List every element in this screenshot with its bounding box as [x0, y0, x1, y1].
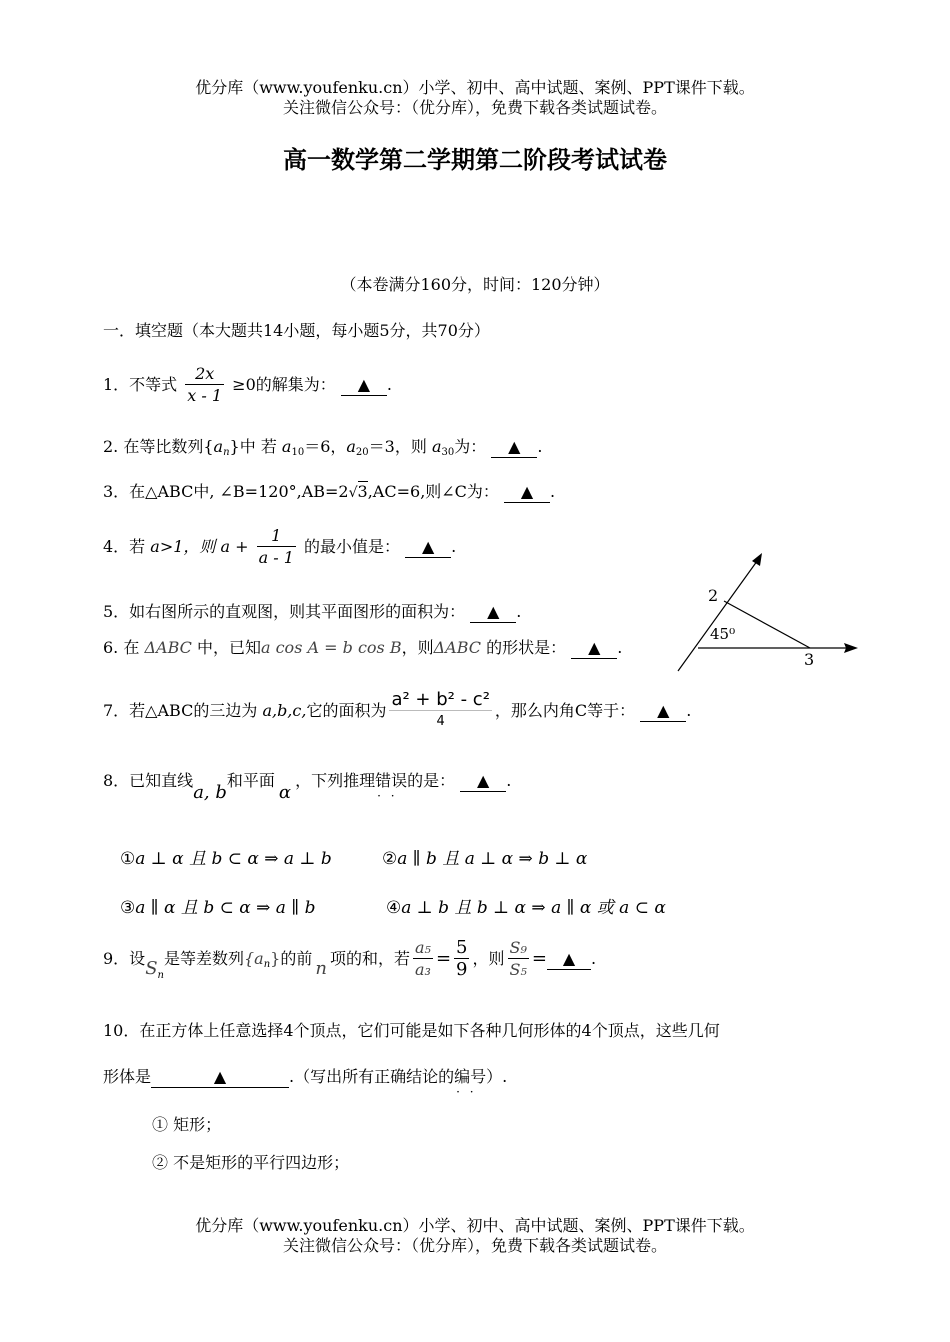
q2-a10-sub: 10 [291, 447, 305, 458]
header-line-1: 优分库（www.youfenku.cn）小学、初中、高中试题、案例、PPT课件下载。 [195, 78, 755, 97]
q9-ratio-a-num: a₅ [414, 938, 431, 957]
q6-mid-1: 中，已知 [196, 638, 261, 657]
q2-a20-var: a [346, 437, 356, 456]
geometry-figure [670, 545, 870, 675]
question-6: 6. 在 ΔABC 中，已知a cos A = b cos B，则ΔABC 的形状是： ▲ . [103, 638, 623, 657]
option-expr: a ⊥ α 且 b ⊂ α ⇒ a ⊥ b [135, 849, 332, 869]
option-label: ③ [120, 898, 136, 918]
q9-ratio-c [508, 938, 529, 981]
q8-option-3 [120, 897, 315, 919]
q8-option-4 [386, 897, 666, 919]
option-expr: a ∥ α 且 b ⊂ α ⇒ a ∥ b [135, 898, 316, 918]
option-label: ④ [386, 898, 402, 918]
answer-blank-10[interactable]: ▲ [151, 1067, 289, 1088]
q2-a10-var: a [281, 437, 292, 456]
q9-equals-1: = [435, 948, 452, 969]
q6-prefix: 6. 在 [103, 638, 140, 657]
q9-ratio-a-den: a₃ [414, 960, 431, 979]
q1-suffix: ≥0的解集为： [232, 375, 336, 394]
q9-an-sub: n [263, 959, 271, 970]
q4-prefix: 4．若 [103, 537, 151, 556]
q1-text: 1．不等式 [103, 375, 178, 394]
q3-sqrt-value: 3 [357, 482, 368, 501]
question-7: 7．若△ABC的三边为 a,b,c,它的面积为 $\frac{\text{a² + b² - c²}}{4}$ ，那么内角C等于： ▲ . [103, 690, 691, 733]
q8-lines: a, b [193, 782, 227, 803]
q2-a30-sub: 30 [441, 447, 455, 458]
q1-fraction [185, 364, 224, 407]
option-expr: a ⊥ b 且 b ⊥ α ⇒ a ∥ α 或 a ⊂ α [401, 898, 666, 918]
q9-Sn-sub: n [157, 970, 164, 981]
question-2: 2. 在等比数列$\{a_n\}$中 若 $a_{10}=6$，$a_{20}=3$，则 $a_{30}$为： ▲ . [103, 437, 543, 458]
q8-suffix-b: 的是： [407, 771, 456, 790]
q4-numerator: 1 [271, 526, 282, 545]
q2-a30-var: a [431, 437, 442, 456]
question-4: 4．若 a>1，则 a + $\frac{1}{a - 1}$ 的最小值是： ▲ . [103, 526, 457, 567]
exam-info: （本卷满分160分，时间：120分钟） [340, 275, 610, 294]
q9-an: {a [244, 949, 264, 968]
q10-emphasis: 编号 · · [454, 1067, 486, 1086]
q2-a: a [213, 437, 224, 456]
q6-triangle-1: ΔABC [144, 638, 192, 657]
q3-suffix: ,AC=6,则∠C为： [367, 482, 499, 501]
section-heading: 一．填空题（本大题共14小题，每小题5分，共70分） [103, 321, 490, 340]
answer-blank-2[interactable]: ▲ [491, 437, 537, 458]
q9-mid-4: ，则 [472, 949, 505, 968]
q9-ratio-c-num: S₉ [509, 938, 527, 957]
question-10-line-2 [103, 1066, 507, 1088]
q2-v20: ＝3，则 [368, 437, 432, 456]
q2-n: n [223, 447, 230, 458]
answer-blank-8[interactable]: ▲ [460, 771, 506, 792]
q6-suffix: 的形状是： [486, 638, 567, 657]
q4-fraction [257, 526, 296, 569]
label-top: 2 [708, 586, 719, 605]
q8-plane: α [278, 782, 292, 803]
label-angle: 45⁰ [710, 625, 736, 643]
q7-numerator: a² + b² - c² [391, 689, 490, 710]
q8-mid: 和平面 [226, 771, 275, 790]
q4-denominator: a - 1 [258, 548, 294, 567]
q5-text: 5．如右图所示的直观图，则其平面图形的面积为： [103, 602, 466, 621]
answer-blank-9[interactable]: ▲ [547, 949, 591, 970]
answer-blank-3[interactable]: ▲ [504, 482, 550, 503]
q4-lhs: a + [220, 537, 249, 556]
answer-blank-5[interactable]: ▲ [470, 602, 516, 623]
question-5: 5．如右图所示的直观图，则其平面图形的面积为： ▲ . [103, 602, 522, 621]
sqrt-icon: √ [348, 485, 358, 501]
q7-mid: 它的面积为 [306, 701, 387, 720]
q6-mid-2: ，则 [401, 638, 434, 657]
q7-denominator: 4 [389, 710, 491, 733]
q7-vars: a,b,c, [262, 701, 307, 720]
q9-ratio-b-den: 9 [456, 959, 468, 980]
q1-denominator: x - 1 [187, 386, 223, 405]
q3-text: 3．在△ABC中, ∠B=120°,AB=2 [103, 482, 349, 501]
q2-v10: ＝6， [304, 437, 347, 456]
q4-condition: a>1，则 [150, 537, 221, 556]
q9-prefix: 9．设 [103, 949, 146, 968]
q9-Sn: S [145, 958, 158, 979]
answer-blank-1[interactable]: ▲ [341, 375, 387, 396]
label-right: 3 [804, 650, 815, 669]
q7-fraction [389, 690, 491, 733]
question-9: 9．设$S_n$是等差数列$\{a_n\}$的前 n 项的和，若 $\frac{\text{a₅}}{\text{a₃}}$ = $\frac{5}{9}$ ，则 $\frac{\text{S₉}}{\text{S₅}}$ = ▲ . [103, 937, 597, 981]
q8-emphasis: 错误 · · [375, 771, 407, 790]
q9-ratio-a [413, 938, 433, 981]
q9-equals-2: = [531, 948, 547, 969]
q7-prefix: 7．若△ABC的三边为 [103, 701, 263, 720]
question-8: 8．已知直线a, b和平面α，下列推理错误 · ·的是： ▲ . [103, 770, 511, 804]
q8-option-1 [120, 848, 332, 870]
footer-line-2: 关注微信公众号：（优分库），免费下载各类试题试卷。 [282, 1236, 667, 1255]
q9-ratio-b [454, 938, 469, 981]
question-3: 3．在△ABC中, ∠B=120°,AB=2√3,AC=6,则∠C为： ▲ . [103, 482, 556, 501]
q10-suffix-b: ）. [486, 1067, 508, 1086]
q8-prefix: 8．已知直线 [103, 771, 194, 790]
q9-ratio-b-num: 5 [456, 937, 468, 958]
option-label: ② [382, 849, 398, 869]
answer-blank-6[interactable]: ▲ [571, 638, 617, 659]
q6-triangle-2: ΔABC [433, 638, 482, 657]
q9-an-close: } [270, 949, 281, 968]
answer-blank-4[interactable]: ▲ [405, 537, 451, 558]
q8-suffix-a: ，下列推理 [295, 771, 376, 790]
q9-ratio-c-den: S₅ [509, 960, 527, 979]
question-1: 1．不等式 $\frac{2x}{x - 1}$ ≥0的解集为： ▲ . [103, 364, 392, 405]
option-label: ① [120, 849, 136, 869]
q2-a20-sub: 20 [355, 447, 369, 458]
q1-numerator: 2x [195, 364, 215, 383]
q2-text-a: 2. 在等比数列{ [103, 437, 214, 456]
q8-option-2 [382, 848, 587, 870]
q10-option-1: ① 矩形； [152, 1115, 222, 1134]
answer-blank-7[interactable]: ▲ [640, 701, 686, 722]
arrow-up-icon [752, 553, 762, 566]
arrow-right-icon [844, 643, 858, 653]
q10-option-2: ② 不是矩形的平行四边形； [152, 1153, 350, 1172]
q9-mid-1: 是等差数列 [163, 949, 244, 968]
q7-suffix: ，那么内角C等于： [494, 701, 636, 720]
option-expr: a ∥ b 且 a ⊥ α ⇒ b ⊥ α [397, 849, 588, 869]
q9-n: n [315, 958, 327, 979]
triangle-side [724, 601, 810, 648]
page-title: 高一数学第二学期第二阶段考试试卷 [283, 146, 667, 174]
header-line-2: 关注微信公众号：（优分库），免费下载各类试题试卷。 [282, 98, 667, 117]
q9-mid-2: 的前 [280, 949, 313, 968]
q10-prefix: 形体是 [103, 1067, 152, 1086]
q4-suffix: 的最小值是： [304, 537, 401, 556]
footer-line-1: 优分库（www.youfenku.cn）小学、初中、高中试题、案例、PPT课件下载。 [195, 1216, 755, 1235]
q9-mid-3: 项的和，若 [329, 949, 410, 968]
question-10-line-1: 10．在正方体上任意选择4个顶点，它们可能是如下各种几何形体的4个顶点，这些几何 [103, 1021, 720, 1040]
q2-text-b: }中 若 [229, 437, 282, 456]
q6-equation: a cos A = b cos B [260, 638, 402, 657]
q2-suffix: 为： [454, 437, 487, 456]
q10-suffix-a: .（写出所有正确结论的 [289, 1067, 455, 1086]
